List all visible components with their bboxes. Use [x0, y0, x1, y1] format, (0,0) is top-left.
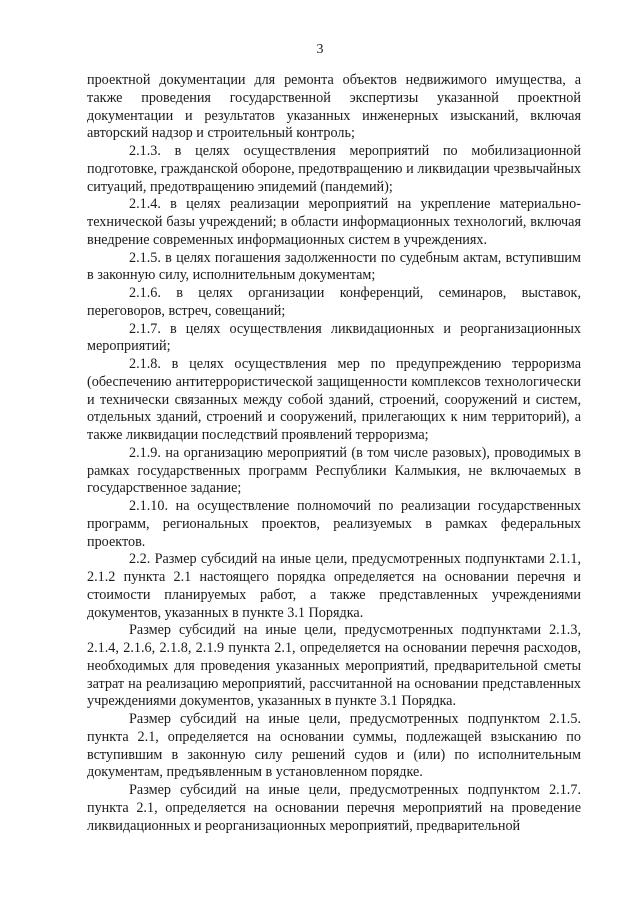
- paragraph-2-1-4: 2.1.4. в целях реализации мероприятий на укрепление материально-технической базы учреждений; в области информационных технологий, включая внедрение современных информационных систем в учреждениях.: [87, 196, 581, 248]
- paragraph-2-1-3: 2.1.3. в целях осуществления мероприятий по мобилизационной подготовке, гражданской обороне, предотвращению и ликвидации чрезвычайных ситуаций, предотвращению эпидемий (пандемий);: [87, 143, 581, 195]
- paragraph-continuation: проектной документации для ремонта объектов недвижимого имущества, а также проведения государственной экспертизы указанной проектной документации и результатов указанных инженерных изысканий, включая авторский надзор и строительный контроль;: [87, 72, 581, 142]
- paragraph-2-1-5: 2.1.5. в целях погашения задолженности по судебным актам, вступившим в законную силу, исполнительным документам;: [87, 249, 581, 284]
- document-body: [87, 72, 581, 835]
- paragraph-2-2: 2.2. Размер субсидий на иные цели, предусмотренных подпунктами 2.1.1, 2.1.2 пункта 2.1 настоящего порядка определяется на основании перечня и стоимости планируемых работ, а также представленных учреждениями документов, указанных в пункте 3.1 Порядка.: [87, 551, 581, 621]
- paragraph-2-1-7: 2.1.7. в целях осуществления ликвидационных и реорганизационных мероприятий;: [87, 320, 581, 355]
- paragraph-2-1-6: 2.1.6. в целях организации конференций, семинаров, выставок, переговоров, встреч, совещаний;: [87, 285, 581, 319]
- paragraph-2-1-10: 2.1.10. на осуществление полномочий по реализации государственных программ, региональных проектов, реализуемых в рамках федеральных проектов.: [87, 498, 581, 550]
- page-number: 3: [316, 42, 324, 57]
- paragraph-subsidy-size-3: Размер субсидий на иные цели, предусмотренных подпунктом 2.1.7. пункта 2.1, определяется на основании перечня мероприятий на проведение ликвидационных и реорганизационных мероприятий, предварительной: [87, 782, 581, 834]
- paragraph-subsidy-size-1: Размер субсидий на иные цели, предусмотренных подпунктами 2.1.3, 2.1.4, 2.1.6, 2.1.8, 2.1.9 пункта 2.1, определяется на основании перечня расходов, необходимых для проведения указанных мероприятий, предварительной сметы затрат на реализацию мероприятий, рассчитанной на основании представленных учреждениями документов, указанных в пункте 3.1 Порядка.: [87, 622, 581, 710]
- paragraph-subsidy-size-2: Размер субсидий на иные цели, предусмотренных подпунктом 2.1.5. пункта 2.1, определяется на основании суммы, подлежащей взысканию по вступившим в законную силу решений судов и (или) по исполнительным документам, предъявленным в установленном порядке.: [87, 711, 581, 781]
- paragraph-2-1-9: 2.1.9. на организацию мероприятий (в том числе разовых), проводимых в рамках государственных программ Республики Калмыкия, не включаемых в государственное задание;: [87, 444, 581, 497]
- paragraph-2-1-8: 2.1.8. в целях осуществления мер по предупреждению терроризма (обеспечению антитеррористической защищенности комплексов технологически и технически связанных между собой зданий, строений, сооружений и систем, отдельных зданий, строений и сооружений, прилегающих к ним территорий), а также ликвидации последствий проявлений терроризма;: [87, 356, 581, 443]
